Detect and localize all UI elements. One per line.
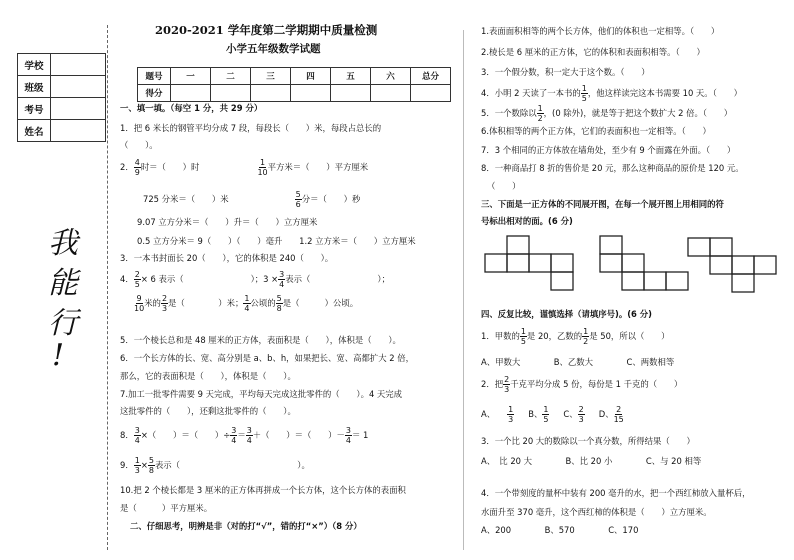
column-divider (463, 30, 464, 550)
score-cell-4[interactable] (291, 85, 331, 102)
score-header-5: 五 (331, 68, 371, 85)
school-field[interactable] (51, 54, 106, 76)
q2-line4: 0.5 立方分米＝ 9（ ）（ ）毫升 1.2 立方米＝（ ）立方厘米 (137, 236, 416, 246)
tf-q4: 4．小明 2 天读了一本书的 $\frac{1}{5}$ ，他这样读完这本书需要 10 天。（ ） (481, 84, 742, 103)
q2-line2: 725 分米＝（ ）米 $\frac{5}{6}$ 分＝（ ）秒 (143, 190, 361, 209)
score-header-label: 题号 (138, 68, 171, 85)
mc-q4-line1: 4．一个带刻度的量杯中装有 200 毫升的水，把一个西红柿放入量杯后， (481, 488, 751, 498)
tf-q6: 6.体积相等的两个正方体，它们的表面积也一定相等。（ ） (481, 126, 711, 136)
score-cell-5[interactable] (331, 85, 371, 102)
q3-text: 3．一本书封面长 20（ ），它的体积是 240（ ）。 (120, 253, 334, 263)
mc-q2-options: A、 $\frac{1}{3}$ B、 $\frac{1}{5}$ C、 $\frac{2}{3}$ D、 $\frac{2}{15}$ (481, 405, 624, 424)
q4-line1: 4． $\frac{2}{5}$ × 6 表示（ ）；3 × $\frac{3}{4}$ 表示（ ）； (120, 270, 390, 289)
q7-line1: 7.加工一批零件需要 9 天完成，平均每天完成这批零件的（ ）。4 天完成 (120, 389, 403, 399)
class-label: 班级 (18, 76, 51, 98)
q1-line2: （ ）。 (120, 140, 158, 150)
mc-q4-line2: 水面升至 370 毫升，这个西红柿的体积是（ ）立方厘米。 (481, 507, 712, 517)
score-cell-3[interactable] (251, 85, 291, 102)
score-header-1: 一 (171, 68, 211, 85)
section3-heading-line2: 号标出相对的面。(6 分) (481, 216, 573, 226)
tf-q5: 5．一个数除以 $\frac{1}{2}$ ，(0 除外)，就是等于把这个数扩大 2 倍。（ ） (481, 104, 733, 123)
score-row-label: 得分 (138, 85, 171, 102)
mc-q3: 3．一个比 20 大的数除以一个真分数，所得结果（ ） (481, 436, 695, 446)
name-label: 姓名 (18, 120, 51, 142)
tf-q7: 7．3 个相同的正方体放在墙角处，至少有 9 个面露在外面。（ ） (481, 145, 736, 155)
tf-q3: 3．一个假分数，积一定大于这个数。（ ） (481, 67, 650, 77)
q10-line1: 10.把 2 个棱长都是 3 厘米的正方体再拼成一个长方体，这个长方体的表面积 (120, 485, 406, 495)
score-cell-2[interactable] (211, 85, 251, 102)
q10-line2: 是（ ）平方厘米。 (120, 503, 213, 513)
class-field[interactable] (51, 76, 106, 98)
tf-q2: 2.棱长是 6 厘米的正方体，它的体积和表面积相等。（ ） (481, 47, 705, 57)
exam-number-field[interactable] (51, 98, 106, 120)
score-table (137, 67, 451, 102)
motto-char-1: 我 (48, 226, 78, 261)
q6-line1: 6．一个长方体的长、宽、高分别是 a、b、h，如果把长、宽、高都扩大 2 倍， (120, 353, 415, 363)
q7-line2: 这批零件的（ ），还剩这批零件的（ ）。 (120, 406, 296, 416)
school-label: 学校 (18, 54, 51, 76)
cube-net-2 (600, 236, 688, 290)
cube-net-3 (688, 238, 776, 292)
tf-q8-line1: 8．一种商品打 8 折的售价是 20 元，那么这种商品的原价是 120 元。 (481, 163, 744, 173)
exam-number-label: 考号 (18, 98, 51, 120)
score-header-6: 六 (371, 68, 411, 85)
score-header-4: 四 (291, 68, 331, 85)
q4-line2: $\frac{9}{10}$ 米的 $\frac{2}{3}$ 是（ ）米； $\frac{1}{4}$ 公顷的 $\frac{5}{8}$ 是（ ）公顷。 (134, 294, 359, 313)
name-field[interactable] (51, 120, 106, 142)
exam-title: 2020-2021 学年度第二学期期中质量检测 (155, 23, 378, 37)
q6-line2: 那么，它的表面积是（ ），体积是（ ）。 (120, 371, 296, 381)
tf-q8-line2: （ ） (487, 181, 521, 191)
mc-q1: 1．甲数的 $\frac{1}{5}$ 是 20，乙数的 $\frac{1}{2}$ 是 50，所以（ ） (481, 327, 670, 346)
score-cell-total[interactable] (411, 85, 451, 102)
section4-heading: 四、反复比较，谨慎选择（请填序号)。(6 分) (481, 309, 652, 319)
section1-heading: 一、填一填。（每空 1 分，共 29 分） (120, 103, 263, 113)
score-header-2: 二 (211, 68, 251, 85)
section3-heading-line1: 三、下面是一正方体的不同展开图，在每一个展开图上用相同的符 (481, 199, 724, 209)
q2-line3: 9.07 立方分米＝（ ）升＝（ ）立方厘米 (137, 217, 318, 227)
score-cell-1[interactable] (171, 85, 211, 102)
motto-char-4: ! (52, 338, 65, 373)
mc-q4-options: A、200 B、570 C、170 (481, 525, 639, 535)
student-info-table (17, 53, 106, 142)
motto-char-2: 能 (48, 266, 78, 301)
section2-heading: 二、仔细思考，明辨是非（对的打“√”，错的打“×”）（8 分） (130, 521, 362, 531)
tf-q1: 1.表面面积相等的两个长方体，他们的体积也一定相等。（ ） (481, 26, 720, 36)
q1-line1: 1．把 6 米长的钢管平均分成 7 段，每段长（ ）米，每段占总长的 (120, 123, 382, 133)
q2-line1: 2． $\frac{4}{9}$ 时＝（ ）时 $\frac{1}{10}$ 平方米＝（ ）平方厘米 (120, 158, 369, 177)
mc-q2: 2．把 $\frac{2}{3}$ 千克平均分成 5 份，每份是 1 千克的（ ） (481, 375, 683, 394)
q5-text: 5．一个棱长总和是 48 厘米的正方体，表面积是（ ），体积是（ ）。 (120, 335, 401, 345)
score-cell-6[interactable] (371, 85, 411, 102)
motto-char-3: 行 (48, 306, 78, 341)
cube-net-1 (485, 236, 573, 290)
cube-nets-figure (480, 232, 785, 294)
mc-q1-options: A、甲数大 B、乙数大 C、两数相等 (481, 357, 675, 367)
exam-subtitle: 小学五年级数学试题 (226, 43, 321, 55)
q8-text: 8． $\frac{3}{4}$ ×（ ）＝（ ）÷ $\frac{3}{4}$ ＝ $\frac{3}{4}$ ＋（ ）＝（ ）－ $\frac{3}{4}$ ＝ 1 (120, 426, 369, 445)
mc-q3-options: A、 比 20 大 B、比 20 小 C、与 20 相等 (481, 456, 702, 466)
score-header-3: 三 (251, 68, 291, 85)
q9-text: 9． $\frac{1}{3}$ × $\frac{5}{8}$ 表示（ ）。 (120, 456, 310, 475)
score-header-total: 总分 (411, 68, 451, 85)
binding-line (107, 25, 108, 550)
